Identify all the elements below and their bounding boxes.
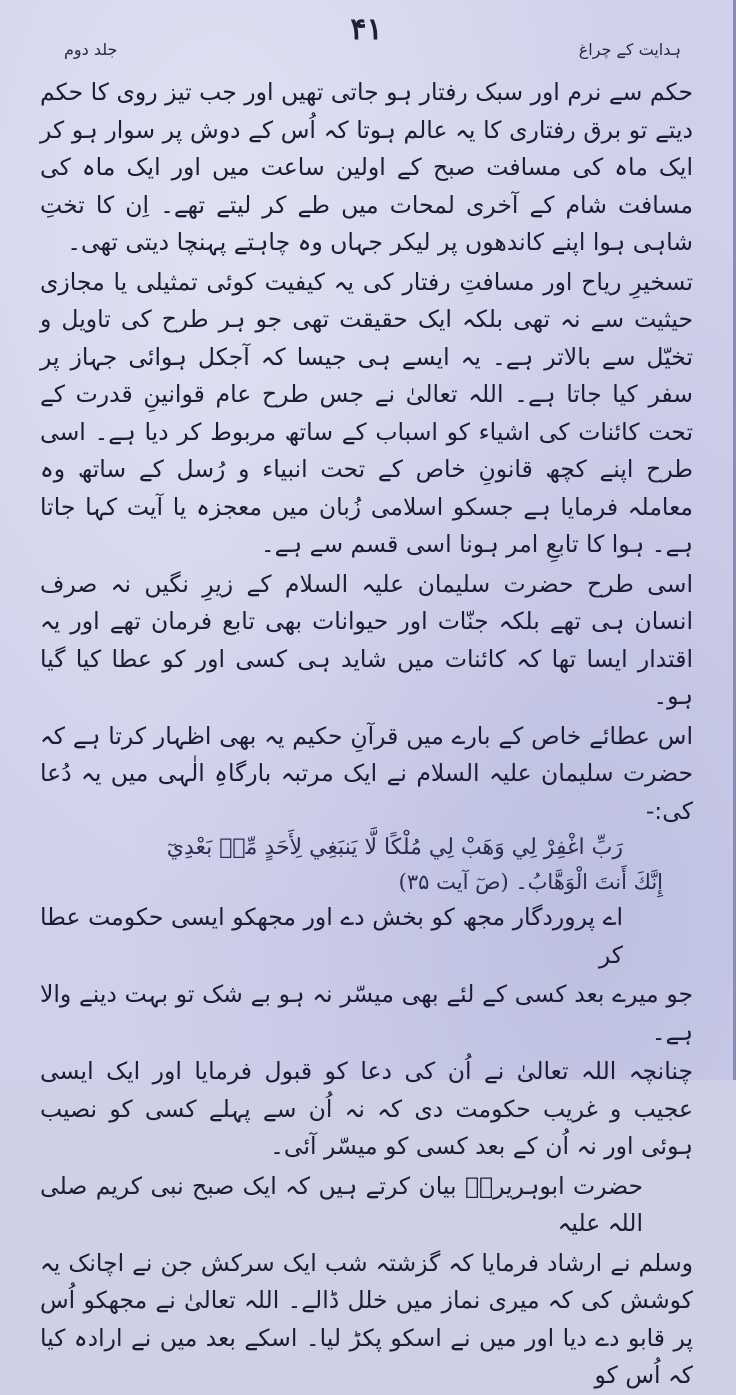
paragraph-4: اس عطائے خاص کے بارے میں قرآنِ حکیم یہ بھی اظہار کرتا ہے کہ حضرت سلیمان علیہ السلام نے ایک مرتبہ بارگاہِ الٰہی میں یہ دُعا کی:- [40,721,693,825]
paragraph-2: تسخیرِ ریاح اور مسافتِ رفتار کی یہ کیفیت کوئی تمثیلی یا مجازی حیثیت سے نہ تھی بلکہ ایک حقیقت تھی جو ہر طرح کی تاویل و تخیّل سے بالاتر ہے۔ یہ ایسے ہی جیسا کہ آجکل ہوائی جہاز پر سفر کیا جاتا ہے۔ اللہ تعالیٰ نے جس طرح عام قوانینِ قدرت کے تحت کائنات کی اشیاء کو اسباب کے ساتھ مربوط کر دیا ہے۔ اسی طرح اپنے کچھ قانونِ خاص کے تحت انبیاء و رُسل کے ساتھ وہ معاملہ فرمایا ہے جسکو اسلامی زُبان میں معجزہ یا آیت کہا جاتا ہے۔ ہوا کا تابعِ امر ہونا اسی قسم سے ہے۔ [40,267,693,558]
quran-verse-end [240,865,663,899]
quran-verse-ending: إِنَّكَ أَنتَ الْوَهَّابُ۔ [515,870,663,894]
hadith-text: وسلم نے ارشاد فرمایا کہ گزشتہ شب ایک سرکش جن نے اچانک یہ کوشش کی کہ میری نماز میں خلل ڈالے۔ اللہ تعالیٰ نے مجھکو اُس پر قابو دے دیا اور میں نے اسکو پکڑ لیا۔ اسکے بعد میں نے ارادہ کیا کہ اُس کو [40,1248,693,1389]
translation-line-1: اے پروردگار مجھ کو بخش دے اور مجھکو ایسی حکومت عطا کر [40,903,623,969]
paragraph-3: اسی طرح حضرت سلیمان علیہ السلام کے زیرِ نگیں نہ صرف انسان ہی تھے بلکہ جنّات اور حیوانات بھی تابع فرمان تھے اور یہ اقتدار ایسا تھا کہ کائنات میں شاید ہی کسی اور کو عطا کیا گیا ہو۔ [40,569,693,710]
quran-reference: (صٓ آیت ۳۵) [398,870,509,894]
paragraph-1: حکم سے نرم اور سبک رفتار ہو جاتی تھیں اور جب تیز روی کا حکم دیتے تو برق رفتاری کا یہ عالم ہوتا کہ اُس کے دوش پر سوار ہو کر ایک ماہ کی مسافت صبح کے اولین ساعت میں اور ایک ماہ کی مسافت شام کے آخری لمحات میں طے کر لیتے تھے۔ اِن کا تختِ شاہی ہوا اپنے کاندھوں پر لیکر جہاں وہ چاہتے پہنچا دیتی تھی۔ [40,78,693,256]
volume-label: جلد دوم [64,40,118,59]
paragraph-5: چنانچہ اللہ تعالیٰ نے اُن کی دعا کو قبول فرمایا اور ایک ایسی عجیب و غریب حکومت دی کہ نہ اُن سے پہلے کسی کو نصیب ہوئی اور نہ اُن کے بعد کسی کو میسّر آئی۔ [40,1057,693,1160]
running-header [64,40,681,66]
page-body [40,74,693,1389]
page-number: ۴۱ [350,12,383,47]
translation-line-2: جو میرے بعد کسی کے لئے بھی میسّر نہ ہو بے شک تو بہت دینے والا ہے۔ [40,980,693,1046]
book-title: ہدایت کے چراغ [578,40,681,59]
hadith-first-line: حضرت ابوہریرہؓ بیان کرتے ہیں کہ ایک صبح نبی کریم صلی اللہ علیہ [40,1171,643,1237]
quran-verse: رَبِّ اغْفِرْ لِي وَهَبْ لِي مُلْكًا لَّا يَنبَغِي لِأَحَدٍ مِّنۢ بَعْدِيٓ [166,835,623,860]
